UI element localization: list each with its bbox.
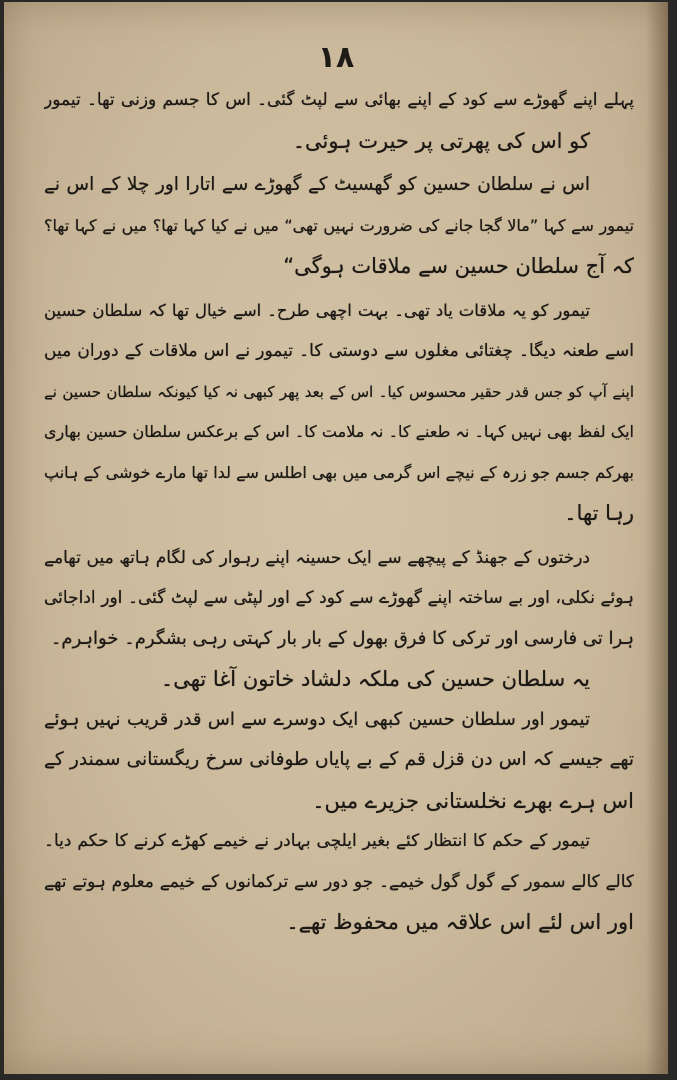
page-spine-shadow — [646, 2, 668, 1074]
text-line: ہوئے نکلی، اور بے ساختہ اپنے گھوڑے سے کود کے اور لپٹی سے لپٹ گئی۔ اور اداجائی — [44, 588, 634, 608]
text-line: بھرکم جسم جو زرہ کے نیچے اس گرمی میں بھی اطلس سے لدا تھا مارے خوشی کے ہانپ — [44, 462, 634, 482]
page-body — [44, 80, 634, 943]
text-line: رہا تھا۔ — [564, 501, 634, 525]
page-number: ۱۸ — [317, 40, 355, 75]
text-line: ایک لفظ بھی نہیں کہا۔ نہ طعنے کا۔ نہ ملامت کا۔ اس کے برعکس سلطان حسین بھاری — [44, 422, 634, 441]
text-line: کو اس کی پھرتی پر حیرت ہوئی۔ — [292, 128, 590, 153]
text-line: کہ آج سلطان حسین سے ملاقات ہوگی“ — [283, 254, 634, 278]
book-page — [4, 2, 668, 1074]
text-line: یہ سلطان حسین کی ملکہ دلشاد خاتون آغا تھی۔ — [160, 667, 590, 691]
text-line: تھے جیسے کہ اس دن قزل قم کے بے پایاں طوفانی سرخ ریگستانی سمندر کے — [44, 749, 634, 770]
text-line: اسے طعنہ دیگا۔ چغتائی مغلوں سے دوستی کا۔ تیمور نے اس ملاقات کے دوران میں — [44, 341, 634, 361]
text-line: تیمور کے حکم کا انتظار کئے بغیر ایلچی بہادر نے خیمے کھڑے کرنے کا حکم دیا۔ — [44, 831, 590, 851]
text-line: تیمور کو یہ ملاقات یاد تھی۔ بہت اچھی طرح۔ اسے خیال تھا کہ سلطان حسین — [44, 300, 590, 320]
text-line: درختوں کے جھنڈ کے پیچھے سے ایک حسینہ اپنے رہوار کی لگام ہاتھ میں تھامے — [44, 547, 590, 568]
text-line: تیمور اور سلطان حسین کبھی ایک دوسرے سے اس قدر قریب نہیں ہوئے — [44, 708, 590, 730]
text-line: تیمور سے کہا ”مالا گجا جانے کی ضرورت نہیں تھی“ میں نے کیا کہا تھا؟ میں نے کہا تھا؟ — [44, 215, 634, 235]
text-line: پہلے اپنے گھوڑے سے کود کے اپنے بھائی سے لپٹ گئی۔ اس کا جسم وزنی تھا۔ تیمور — [44, 90, 634, 110]
text-line: اس نے سلطان حسین کو گھسیٹ کے گھوڑے سے اتارا اور چلا کے اس نے — [44, 174, 590, 195]
text-line: اپنے آپ کو جس قدر حقیر محسوس کیا۔ اس کے بعد پھر کبھی نہ کیا کیونکہ سلطان حسین نے — [44, 382, 634, 401]
text-line: اس ہرے بھرے نخلستانی جزیرے میں۔ — [312, 788, 634, 813]
text-line: کالے کالے سمور کے گول گول خیمے۔ جو دور سے ترکمانوں کے خیمے معلوم ہوتے تھے — [44, 871, 634, 892]
text-line: ہرا تی فارسی اور ترکی کا فرق بھول کے بار بار کہتی رہی بشگرم۔ خواہرم۔ — [50, 627, 634, 649]
text-line: اور اس لئے اس علاقہ میں محفوظ تھے۔ — [286, 910, 634, 934]
